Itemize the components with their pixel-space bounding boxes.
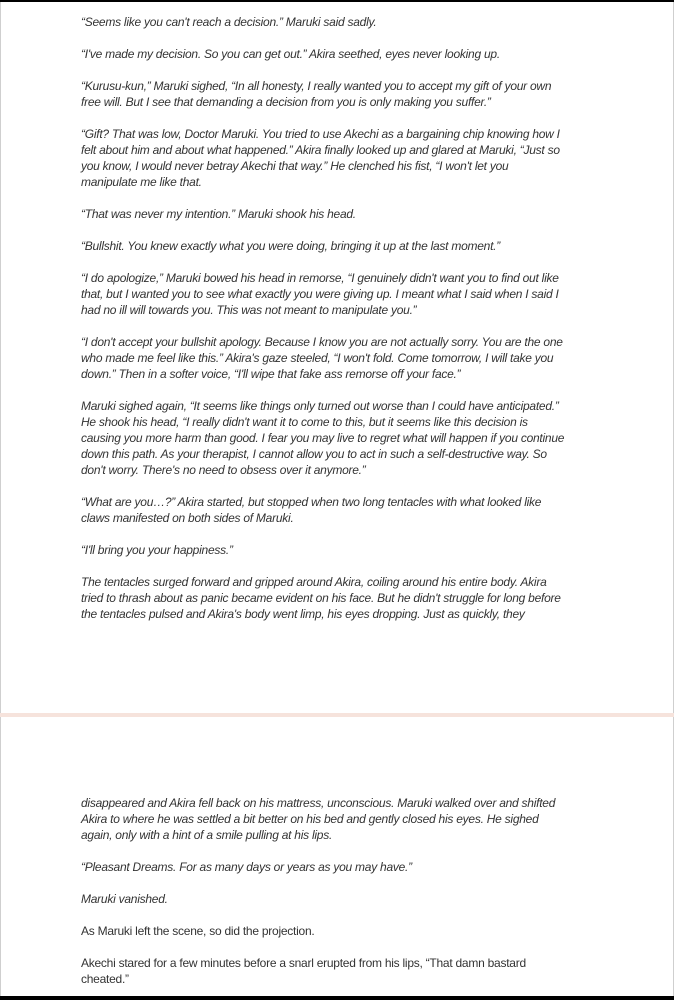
text-line: Maruki vanished. (81, 892, 168, 906)
text-line: Akira to where he was settled a bit better on his bed and gently closed his eyes. He sighed (81, 812, 539, 826)
text-line: “Kurusu-kun,” Maruki sighed, “In all honesty, I really wanted you to accept my gift of your own (81, 79, 552, 93)
paragraph (81, 398, 564, 478)
text-line: free will. But I see that demanding a decision from you is only making you suffer.” (81, 95, 491, 109)
paragraph (81, 206, 356, 222)
text-line: who made me feel like this.” Akira's gaze steeled, “I won't fold. Come tomorrow, I will take you (81, 351, 554, 365)
text-line: “Seems like you can't reach a decision.” Maruki said sadly. (81, 15, 377, 29)
text-line: “I'll bring you your happiness.” (81, 543, 233, 557)
paragraph (81, 14, 376, 30)
paragraph (81, 78, 551, 110)
text-line: tried to thrash about as panic became evident on his face. But he didn't struggle for long before (81, 591, 561, 605)
paragraph (81, 494, 541, 526)
text-line: the tentacles pulsed and Akira's body went limp, his eyes dropping. Just as quickly, they (81, 607, 525, 621)
paragraph (81, 542, 233, 558)
paragraph (81, 955, 526, 987)
text-line: “What are you…?” Akira started, but stopped when two long tentacles with what looked like (81, 495, 542, 509)
text-line: cheated.” (81, 972, 129, 986)
text-line: “That was never my intention.” Maruki shook his head. (81, 207, 356, 221)
text-line: As Maruki left the scene, so did the projection. (81, 924, 315, 938)
paragraph (81, 859, 412, 875)
text-line: “Gift? That was low, Doctor Maruki. You tried to use Akechi as a bargaining chip knowing how I (81, 127, 560, 141)
document-page-1 (0, 2, 674, 713)
paragraph (81, 795, 555, 843)
text-line: Maruki sighed again, “It seems like things only turned out worse than I could have anticipated.” (81, 399, 559, 413)
paragraph (81, 238, 500, 254)
text-line: felt about him and about what happened.” Akira finally looked up and glared at Maruki, “Just so (81, 143, 560, 157)
text-line: claws manifested on both sides of Maruki. (81, 511, 294, 525)
text-line: disappeared and Akira fell back on his mattress, unconscious. Maruki walked over and shifted (81, 796, 556, 810)
text-line: again, only with a hint of a smile pulling at his lips. (81, 828, 333, 842)
paragraph (81, 334, 563, 382)
text-line: down this path. As your therapist, I cannot allow you to act in such a self-destructive way. So (81, 447, 547, 461)
paragraph (81, 923, 314, 939)
text-line: causing you more harm than good. I fear you may live to regret what will happen if you continue (81, 431, 565, 445)
text-line: He shook his head, “I really didn't want it to come to this, but it seems like this decision is (81, 415, 528, 429)
paragraph (81, 46, 500, 62)
text-line: had no ill will towards you. This was not meant to manipulate you.” (81, 303, 417, 317)
text-line: that, but I wanted you to see what exactly you were giving up. I meant what I said when I said I (81, 287, 559, 301)
text-line: “I don't accept your bullshit apology. Because I know you are not actually sorry. You are the one (81, 335, 563, 349)
text-line: “Pleasant Dreams. For as many days or years as you may have.” (81, 860, 412, 874)
text-line: Akechi stared for a few minutes before a snarl erupted from his lips, “That damn bastard (81, 956, 526, 970)
paragraph (81, 126, 560, 190)
text-line: manipulate me like that. (81, 175, 202, 189)
text-line: don't worry. There's no need to obsess over it anymore.” (81, 463, 366, 477)
text-line: you know, I would never betray Akechi that way.” He clenched his fist, “I won't let you (81, 159, 509, 173)
text-line: “I do apologize,” Maruki bowed his head in remorse, “I genuinely didn't want you to find out like (81, 271, 559, 285)
text-line: “Bullshit. You knew exactly what you were doing, bringing it up at the last moment.” (81, 239, 501, 253)
text-line: The tentacles surged forward and gripped around Akira, coiling around his entire body. Akira (81, 575, 547, 589)
paragraph (81, 891, 168, 907)
paragraph (81, 270, 559, 318)
text-line: down.” Then in a softer voice, “I'll wipe that fake ass remorse off your face.” (81, 367, 461, 381)
paragraph (81, 574, 561, 622)
text-line: “I've made my decision. So you can get out.” Akira seethed, eyes never looking up. (81, 47, 500, 61)
document-page-2 (0, 717, 674, 996)
